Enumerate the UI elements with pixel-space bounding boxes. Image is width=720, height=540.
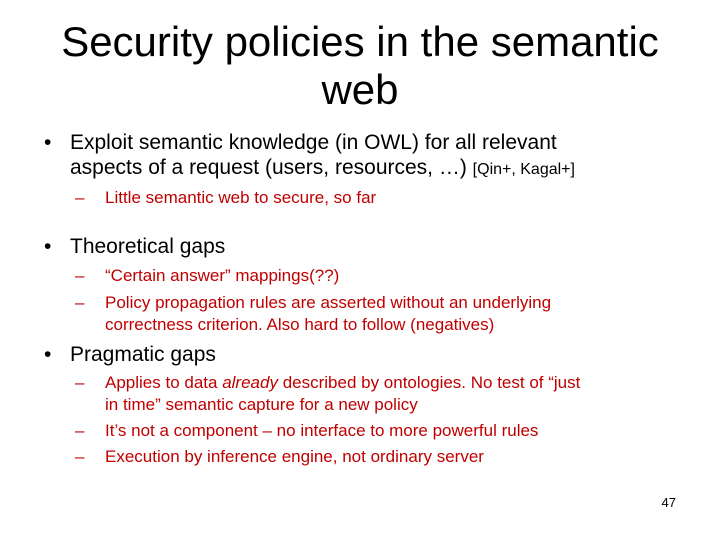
sub-bullet-text-pre: Applies to data — [105, 373, 223, 392]
sub-bullet-text-emphasis: already — [222, 373, 278, 392]
sub-bullet-text-post: described by ontologies. No test of “just — [277, 373, 581, 392]
bullet-marker: • — [44, 131, 52, 154]
sub-bullet-text: Little semantic web to secure, so far — [105, 188, 377, 207]
sub-bullet-text: Policy propagation rules are asserted without an underlying — [105, 293, 552, 312]
slide-title — [0, 18, 720, 114]
bullet-text-line: Theoretical gaps — [70, 235, 226, 258]
bullet-text-line-2 — [70, 155, 575, 182]
sub-bullet-item — [75, 373, 695, 393]
sub-bullet-item — [75, 266, 695, 286]
sub-bullet-text — [105, 373, 580, 393]
bullet-text-line: Exploit semantic knowledge (in OWL) for all relevant — [70, 131, 557, 154]
page-number: 47 — [661, 495, 676, 510]
sub-bullet-marker: – — [75, 447, 85, 466]
bullet-reference: [Qin+, Kagal+] — [472, 161, 575, 178]
bullet-item — [44, 342, 694, 367]
sub-bullet-text: “Certain answer” mappings(??) — [105, 266, 340, 285]
bullet-text-line: Pragmatic gaps — [70, 343, 216, 366]
sub-bullet-item — [75, 421, 695, 441]
sub-bullet-marker: – — [75, 421, 85, 440]
sub-bullet-item-continuation — [75, 315, 695, 335]
sub-bullet-text-line-2: in time” semantic capture for a new policy — [105, 395, 418, 414]
sub-bullet-item — [75, 293, 695, 313]
bullet-item-continuation — [44, 155, 694, 180]
sub-bullet-item — [75, 447, 695, 467]
sub-bullet-marker: – — [75, 266, 85, 285]
sub-bullet-text-line-2: correctness criterion. Also hard to follow (negatives) — [105, 315, 495, 334]
bullet-item — [44, 234, 694, 259]
sub-bullet-text: It’s not a component – no interface to more powerful rules — [105, 421, 539, 440]
bullet-marker: • — [44, 343, 52, 366]
sub-bullet-marker: – — [75, 293, 85, 312]
sub-bullet-marker: – — [75, 373, 85, 392]
sub-bullet-marker: – — [75, 188, 85, 207]
bullet-marker: • — [44, 235, 52, 258]
slide-title-line-2: web — [321, 66, 399, 113]
sub-bullet-item-continuation — [75, 395, 695, 415]
bullet-text-main: aspects of a request (users, resources, …) — [70, 156, 467, 179]
sub-bullet-item — [75, 188, 695, 208]
slide-title-line-1: Security policies in the semantic — [61, 18, 659, 65]
sub-bullet-text: Execution by inference engine, not ordinary server — [105, 447, 484, 466]
